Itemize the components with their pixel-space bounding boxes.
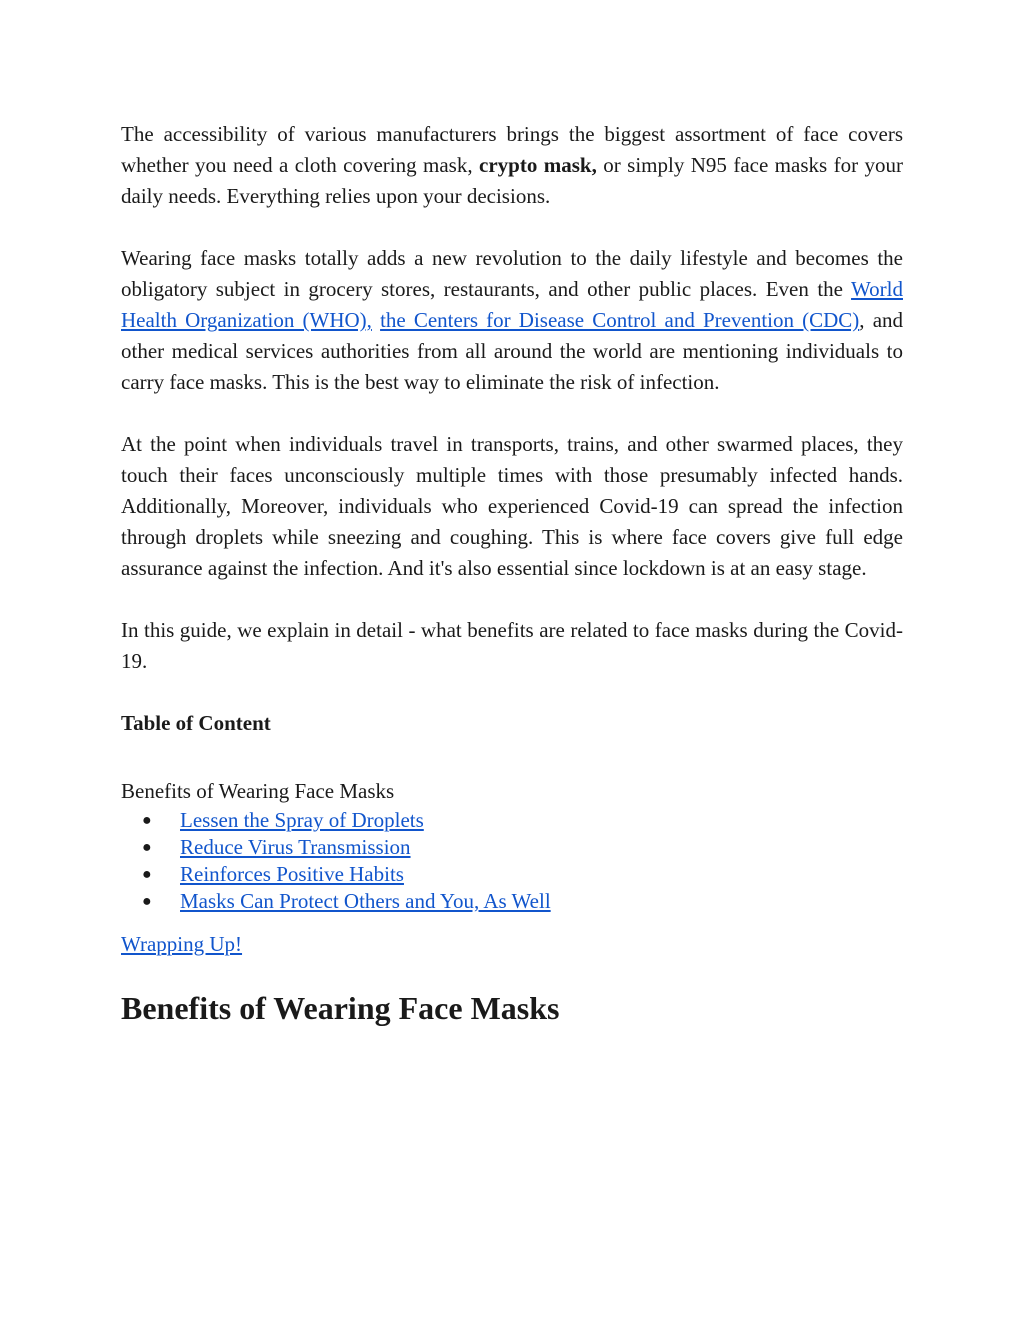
spacer: [121, 677, 903, 708]
bullet-icon: ●: [142, 893, 152, 910]
toc-heading: Table of Content: [121, 711, 271, 735]
link-space: [372, 308, 380, 332]
toc-link-lessen-spray[interactable]: Lessen the Spray of Droplets: [180, 808, 424, 832]
travel-paragraph: At the point when individuals travel in transports, trains, and other swarmed places, they touch their faces unconsciously multiple times with those presumably infected hands. Additionally, Moreover, individuals who experienced Covid-19 can spread the infection through droplets while sneezing and coughing. This is where face covers give full edge assurance against the infection. And it's also essential since lockdown is at an easy stage.: [121, 432, 903, 580]
toc-link-wrapping-up[interactable]: Wrapping Up!: [121, 932, 243, 956]
bullet-icon: ●: [142, 812, 152, 829]
who-link[interactable]: World Health Organization (WHO),: [121, 277, 903, 332]
spacer: [121, 739, 903, 776]
guide-paragraph: In this guide, we explain in detail - what benefits are related to face masks during the Covid-19.: [121, 618, 903, 673]
spacer: [121, 960, 903, 988]
spacer: [121, 212, 903, 243]
list-item: [121, 888, 903, 915]
document-page: [121, 119, 903, 1028]
wearing-text-start: Wearing face masks totally adds a new revolution to the daily lifestyle and becomes the obligatory subject in grocery stores, restaurants, and other public places. Even the: [121, 246, 903, 301]
spacer: [121, 915, 903, 929]
intro-text-start: The accessibility of various manufacturers brings the biggest assortment of face covers whether you need a cloth covering mask,: [121, 122, 903, 177]
list-item: [121, 834, 903, 861]
toc-link-positive-habits[interactable]: Reinforces Positive Habits: [180, 862, 404, 886]
wearing-paragraph: [121, 243, 903, 398]
bullet-icon: ●: [142, 839, 152, 856]
toc-list: [121, 807, 903, 915]
wearing-text-end: , and other medical services authorities from all around the world are mentioning individuals to carry face masks. This is the best way to eliminate the risk of infection.: [121, 308, 904, 394]
cdc-link[interactable]: the Centers for Disease Control and Prevention (CDC): [380, 308, 860, 332]
section-title: Benefits of Wearing Face Masks: [121, 990, 560, 1026]
toc-link-reduce-transmission[interactable]: Reduce Virus Transmission: [180, 835, 411, 859]
wrap-up-line: [121, 929, 903, 960]
list-item: [121, 807, 903, 834]
spacer: [121, 398, 903, 429]
intro-paragraph: [121, 119, 903, 212]
toc-link-protect-others[interactable]: Masks Can Protect Others and You, As Well: [180, 889, 551, 913]
crypto-mask-bold: crypto mask,: [479, 153, 597, 177]
intro-text-end: or simply N95 face masks for your daily needs. Everything relies upon your decisions.: [121, 153, 903, 208]
list-item: [121, 861, 903, 888]
toc-section-label: Benefits of Wearing Face Masks: [121, 779, 395, 803]
spacer: [121, 584, 903, 615]
bullet-icon: ●: [142, 866, 152, 883]
